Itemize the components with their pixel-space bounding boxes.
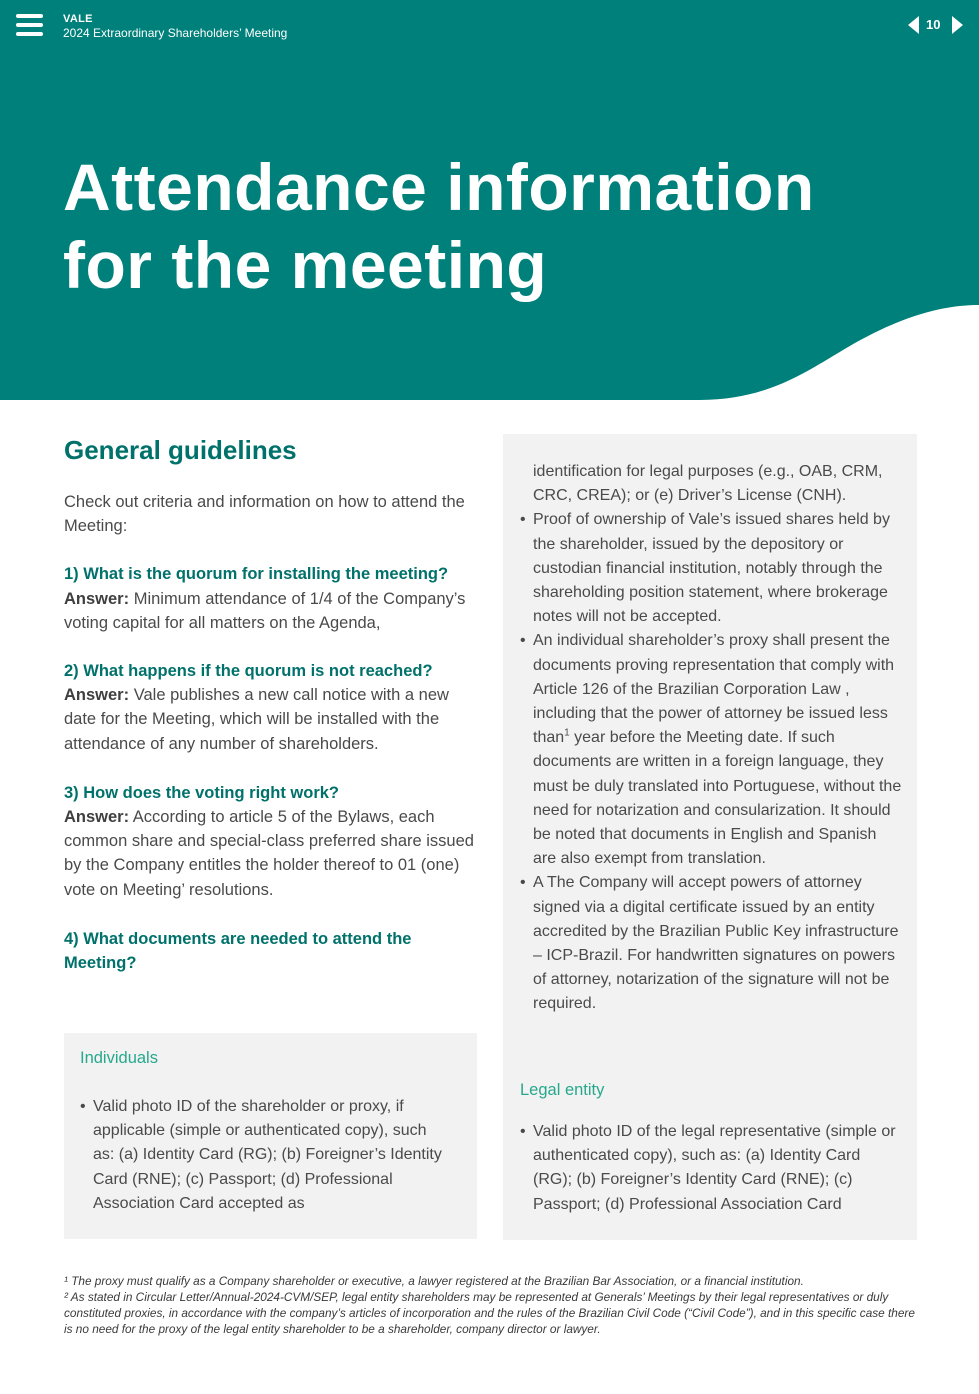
faq-question-2: 2) What happens if the quorum is not reached? [64, 662, 433, 681]
list-item: • Proof of ownership of Vale’s issued shares held by the shareholder, issued by the depository or custodian financial institution, notably through the shareholding position statement, where brokerage notes will not be accepted. [520, 508, 902, 629]
documents-list [520, 460, 902, 1017]
list-item: • A The Company will accept powers of attorney signed via a digital certificate issued by an entity accredited by the Brazilian Public Key infrastructure – ICP-Brazil. For handwritten signatures on powers of attorney, notarization of the signature will not be required. [520, 871, 902, 1016]
legal-entity-list [520, 1120, 902, 1217]
answer-label: Answer: [64, 808, 130, 827]
list-item: • Valid photo ID of the shareholder or proxy, if applicable (simple or authenticated copy), such as: (a) Identity Card (RG); (b) Foreigner’s Identity Card (RNE); (c) Passport; (d) Professional Association Card accepted as [80, 1095, 452, 1216]
footnote-ref: 1 [564, 727, 570, 739]
list-item [520, 629, 902, 871]
intro-text: Check out criteria and information on how to attend the Meeting: [64, 493, 465, 536]
page-navigator [905, 15, 965, 37]
next-page-icon[interactable] [952, 16, 963, 34]
individuals-list [80, 1095, 452, 1216]
faq-question-1: 1) What is the quorum for installing the meeting? [64, 565, 449, 584]
answer-label: Answer: [64, 686, 130, 705]
documents-box-continued [503, 434, 917, 1240]
page-title-line-1: Attendance information [63, 150, 815, 224]
faq-answer-3-text: According to article 5 of the Bylaws, each common share and special-class preferred share issued by the Company entitles the holder thereof to 01 (one) vote on Meeting’ resolutions. [64, 808, 474, 899]
list-item: • Valid photo ID of the legal representative (simple or authenticated copy), such as: (a) Identity Card (RG); (b) Foreigner’s Identity Card (RNE); (c) Passport; (d) Professional Association Card [520, 1120, 902, 1217]
proxy-text-part-1: An individual shareholder’s proxy shall present the documents proving representation that comply with Article 126 of the Brazilian Corporation Law , including that the power of attorney be issued less than [533, 632, 895, 747]
hero-banner [0, 0, 979, 402]
hamburger-menu-icon[interactable] [16, 14, 43, 40]
faq-answer-2-text: Vale publishes a new call notice with a new date for the Meeting, which will be installed with the attendance of any number of shareholders. [64, 686, 449, 753]
list-item-continuation: identification for legal purposes (e.g., OAB, CRM, CRC, CREA); or (e) Driver’s License (CNH). [533, 463, 883, 505]
faq-question-4: 4) What documents are needed to attend the Meeting? [64, 929, 412, 973]
legal-entity-label: Legal entity [520, 1081, 605, 1099]
meeting-name: 2024 Extraordinary Shareholders’ Meeting [63, 26, 288, 40]
proxy-text-part-2: year before the Meeting date. If such documents are written in a foreign language, they must be duly translated into Portuguese, without the need for notarization and consularization. It should be noted that documents in English and Spanish are also exempt from translation. [533, 729, 902, 868]
previous-page-icon[interactable] [908, 16, 919, 34]
section-title: General guidelines [64, 435, 297, 465]
faq-answer-1 [64, 587, 476, 635]
brand-header [63, 13, 287, 41]
faq-answer-3 [64, 805, 476, 902]
faq-question-3: 3) How does the voting right work? [64, 783, 340, 802]
answer-label: Answer: [64, 589, 130, 608]
page-number: 10 [926, 17, 941, 32]
footnote-1: ¹ The proxy must qualify as a Company shareholder or executive, a lawyer registered at the Brazilian Bar Association, or a financial institution. [64, 1274, 804, 1288]
individuals-label: Individuals [80, 1049, 158, 1067]
faq-answer-1-text: Minimum attendance of 1/4 of the Company’s voting capital for all matters on the Agenda, [64, 589, 466, 632]
page-title-line-2: for the meeting [63, 228, 548, 302]
brand-name: VALE [63, 13, 93, 25]
footnotes [64, 1273, 924, 1337]
page-title [63, 148, 943, 304]
faq-answer-2 [64, 683, 476, 756]
left-column [64, 432, 476, 975]
footnote-2: ² As stated in Circular Letter/Annual-2024-CVM/SEP, legal entity shareholders may be represented at Generals’ Meetings by their legal representatives or duly constituted proxies, in accordance with the company’s articles of incorporation and the rules of the Brazilian Civil Code (“Civil Code”), and in this specific case there is no need for the proxy of the legal entity shareholder to be a shareholder, company director or lawyer. [64, 1290, 915, 1336]
individuals-box [64, 1033, 477, 1239]
